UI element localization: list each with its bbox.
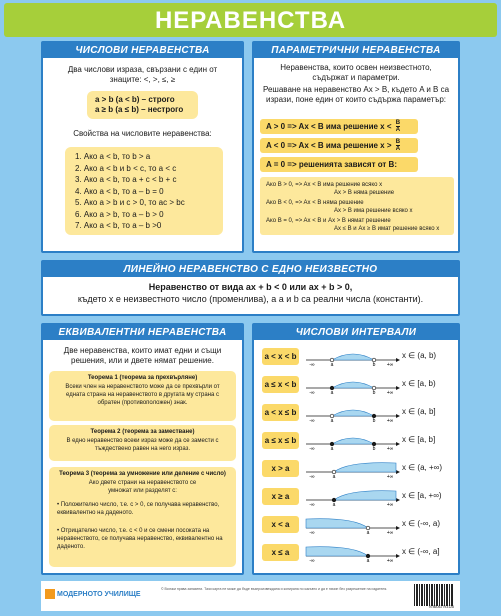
interval-shade <box>334 463 396 472</box>
subcase: Ако B > 0, => Ax < B има решение всяко x <box>266 182 383 188</box>
interval-shade <box>306 519 368 528</box>
barcode-number: 9786052793128 <box>428 605 454 609</box>
denominator: A <box>395 146 401 153</box>
axis-arrow-icon <box>396 470 400 474</box>
theorem-3 <box>49 467 236 567</box>
strictness-box <box>87 91 198 119</box>
interval-row <box>258 403 454 422</box>
axis-arrow-icon <box>396 554 400 558</box>
props-title: Свойства на числовите неравенства: <box>73 129 212 138</box>
label-a: a <box>332 502 336 506</box>
label-neg-inf: -∞ <box>309 362 315 366</box>
prop-item: 4. Ако a < b, то a – b = 0 <box>75 186 164 196</box>
interval-inequality: a < x < b <box>262 348 299 365</box>
interval-shade <box>332 438 374 444</box>
interval-notation: x ∈ (a, b] <box>402 407 436 416</box>
subcase: Ако B < 0, => Ax < B няма решение <box>266 200 364 206</box>
label-b: b <box>372 418 376 422</box>
axis-arrow-icon <box>396 526 400 530</box>
copyright-text: © Всички права запазени. Тази карта не може да бъде възпроизвеждана и копирана по какъвто и да е начин без разрешение на издателя. <box>161 587 388 591</box>
label-a: a <box>330 390 334 394</box>
case-text: A < 0 => Ax < B има решение x > <box>266 141 392 150</box>
label-a: a <box>330 362 334 366</box>
intervals-panel <box>252 323 460 575</box>
interval-inequality: x > a <box>262 460 299 477</box>
theorem-2-text: В едно неравенство всеки израз може да се замести с тъждествено равен на него израз. <box>66 438 219 452</box>
numeric-intro: Два числови израза, свързани с един от знаците: <, >, ≤, ≥ <box>67 65 218 84</box>
interval-notation: x ∈ (a, +∞) <box>402 463 443 472</box>
label-pos-inf: +∞ <box>386 362 394 366</box>
label-b: b <box>372 446 376 450</box>
numeric-panel <box>41 41 244 253</box>
linear-line2: където x е неизвестното число (променлива), а a и b са реални числа (константи). <box>77 294 424 304</box>
subcase: Ax > B няма решение <box>334 190 395 196</box>
subcase: Ако B = 0, => Ax < B и Ax > B нямат решение <box>266 218 391 224</box>
prop-item: 1. Ако a < b, то b > a <box>75 152 151 161</box>
interval-inequality: x ≤ a <box>262 544 299 561</box>
theorem-1 <box>49 371 236 421</box>
linear-panel <box>41 260 460 316</box>
footer <box>41 581 460 611</box>
interval-inequality: x < a <box>262 516 299 533</box>
interval-row <box>258 347 454 366</box>
axis-arrow-icon <box>396 414 400 418</box>
case-positive <box>260 119 418 134</box>
theorem-1-text: Всеки член на неравенството може да се прехвърли от едната страна на неравенството в другата му страна с обратен (противоположен) знак. <box>65 384 220 406</box>
fraction <box>396 120 400 133</box>
subcase: Ax > B има решение всяко x <box>334 208 413 214</box>
equivalent-intro: Две неравенства, които имат едни и същи решения, или и двете нямат решение. <box>63 346 222 365</box>
label-pos-inf: +∞ <box>386 418 394 422</box>
numerator: B <box>395 120 401 127</box>
interval-notation: x ∈ (a, b) <box>402 351 437 360</box>
fraction <box>396 139 400 152</box>
linear-line1: Неравенство от вида ax + b < 0 или ax + b > 0, <box>148 282 353 292</box>
numerator: B <box>395 139 401 146</box>
label-b: b <box>372 362 376 366</box>
interval-notation: x ∈ (-∞, a) <box>402 519 441 528</box>
interval-row <box>258 487 454 506</box>
theorem-3-text: Ако двете страни на неравенството се умножат или разделят с: <box>88 480 197 494</box>
linear-heading: ЛИНЕЙНО НЕРАВЕНСТВО С ЕДНО НЕИЗВЕСТНО <box>43 262 458 277</box>
axis-arrow-icon <box>396 386 400 390</box>
subcase: Ax ≤ B и Ax ≥ B имат решение всяко x <box>334 226 440 232</box>
number-line <box>304 403 400 422</box>
interval-inequality: a ≤ x < b <box>262 376 299 393</box>
theorem-1-title: Теорема 1 (теорема за прехвърляне) <box>87 375 198 381</box>
zero-subcases <box>260 177 454 235</box>
equivalent-panel <box>41 323 244 575</box>
axis-arrow-icon <box>396 442 400 446</box>
logo-mark-icon <box>45 589 55 599</box>
theorem-3-title: Теорема 3 (теорема за умножение или деление с число) <box>59 471 226 477</box>
interval-row <box>258 515 454 534</box>
label-a: a <box>366 530 370 534</box>
number-line <box>304 515 400 534</box>
number-line <box>304 543 400 562</box>
parametric-panel <box>252 41 460 253</box>
numeric-heading: ЧИСЛОВИ НЕРАВЕНСТВА <box>43 43 242 58</box>
theorem-2-title: Теорема 2 (теорема за заместване) <box>90 429 195 435</box>
axis-arrow-icon <box>396 358 400 362</box>
page-title: НЕРАВЕНСТВА <box>154 7 347 34</box>
label-neg-inf: -∞ <box>309 446 315 450</box>
equivalent-heading: ЕКВИВАЛЕНТНИ НЕРАВЕНСТВА <box>43 325 242 340</box>
interval-notation: x ∈ [a, +∞) <box>402 491 442 500</box>
title-bar <box>4 3 497 37</box>
axis-arrow-icon <box>396 498 400 502</box>
number-line <box>304 459 400 478</box>
parametric-solve: Решаване на неравенство Ax > B, където A и B са изрази, поне един от които съдържа параметър: <box>262 85 450 104</box>
number-line <box>304 487 400 506</box>
strict-text: a > b (a < b) – строго <box>95 95 175 104</box>
props-box <box>65 147 223 235</box>
publisher-logo <box>45 589 141 599</box>
interval-shade <box>334 491 396 500</box>
theorem-2 <box>49 425 236 461</box>
label-pos-inf: +∞ <box>386 474 394 478</box>
nonstrict-text: a ≥ b (a ≤ b) – нестрого <box>95 105 184 114</box>
label-pos-inf: +∞ <box>386 502 394 506</box>
number-line <box>304 347 400 366</box>
label-neg-inf: -∞ <box>309 474 315 478</box>
theorem-3-bullet-positive: • Положително число, т.е. c > 0, се получава неравенство, еквивалентно на даденото. <box>57 502 220 516</box>
barcode-icon <box>414 584 454 606</box>
parametric-heading: ПАРАМЕТРИЧНИ НЕРАВЕНСТВА <box>254 43 458 58</box>
interval-notation: x ∈ (-∞, a] <box>402 547 440 556</box>
number-line <box>304 375 400 394</box>
prop-item: 7. Ако a < b, то a – b >0 <box>75 221 162 230</box>
label-a: a <box>330 446 334 450</box>
label-pos-inf: +∞ <box>386 558 394 562</box>
interval-row <box>258 431 454 450</box>
interval-notation: x ∈ [a, b) <box>402 379 436 388</box>
label-neg-inf: -∞ <box>309 390 315 394</box>
case-text: A = 0 => решенията зависят от B: <box>266 160 397 169</box>
case-text: A > 0 => Ax < B има решение x < <box>266 122 392 131</box>
prop-item: 5. Ако a > b и c > 0, то ac > bc <box>75 198 185 207</box>
intervals-heading: ЧИСЛОВИ ИНТЕРВАЛИ <box>254 325 458 340</box>
interval-row <box>258 543 454 562</box>
denominator: A <box>395 127 401 134</box>
prop-item: 3. Ако a < b, то a + c < b + c <box>75 175 177 184</box>
label-neg-inf: -∞ <box>309 418 315 422</box>
interval-shade <box>306 547 368 556</box>
label-neg-inf: -∞ <box>309 558 315 562</box>
interval-shade <box>332 410 374 416</box>
interval-inequality: x ≥ a <box>262 488 299 505</box>
interval-shade <box>332 382 374 388</box>
interval-row <box>258 375 454 394</box>
label-neg-inf: -∞ <box>309 502 315 506</box>
theorem-3-bullet-negative: • Отрицателно число, т.е. c < 0 и се смени посоката на неравенството, се получава неравенство, еквивалентно на даденото. <box>57 528 223 550</box>
case-zero <box>260 157 418 172</box>
interval-inequality: a < x ≤ b <box>262 404 299 421</box>
prop-item: 2. Ако a < b и b < c, то a < c <box>75 163 177 173</box>
interval-inequality: a ≤ x ≤ b <box>262 432 299 449</box>
label-a: a <box>332 474 336 478</box>
label-a: a <box>366 558 370 562</box>
label-neg-inf: -∞ <box>309 530 315 534</box>
label-b: b <box>372 390 376 394</box>
interval-notation: x ∈ [a, b] <box>402 435 436 444</box>
parametric-intro: Неравенства, които освен неизвестното, съдържат и параметри. <box>280 63 432 82</box>
case-negative <box>260 138 418 153</box>
logo-text: МОДЕРНОТО УЧИЛИЩЕ <box>57 590 141 598</box>
prop-item: 6. Ако a > b, то a – b > 0 <box>75 209 164 219</box>
label-a: a <box>330 418 334 422</box>
label-pos-inf: +∞ <box>386 446 394 450</box>
label-pos-inf: +∞ <box>386 390 394 394</box>
interval-row <box>258 459 454 478</box>
interval-shade <box>332 354 374 360</box>
number-line <box>304 431 400 450</box>
label-pos-inf: +∞ <box>386 530 394 534</box>
